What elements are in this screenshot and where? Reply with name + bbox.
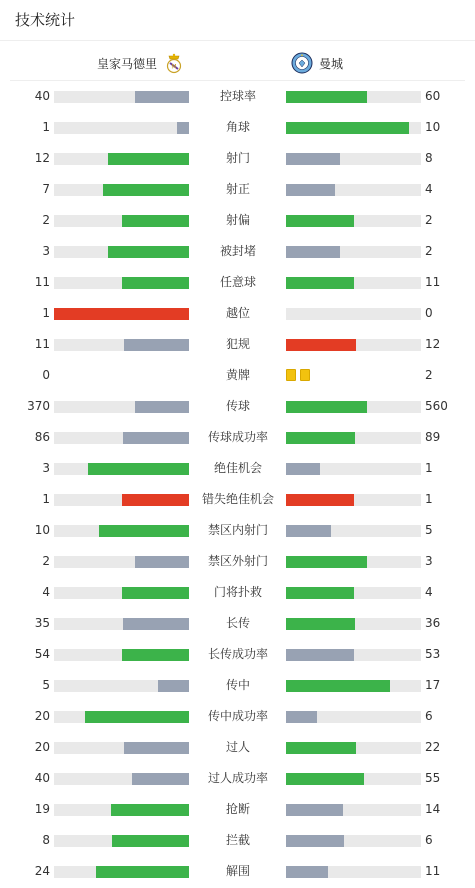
away-stat-bar-fill (286, 153, 340, 165)
home-stat-bar-fill (99, 525, 189, 537)
away-stat-value: 10 (425, 120, 441, 134)
home-stat-bar (54, 277, 189, 289)
away-stat-bar-fill (286, 122, 409, 134)
home-stat-bar (54, 866, 189, 878)
stat-row (0, 422, 475, 453)
stat-label: 过人 (225, 740, 250, 754)
home-team[interactable] (97, 48, 185, 78)
stat-label: 长传 (225, 616, 250, 630)
away-stat-bar (286, 494, 421, 506)
home-stat-bar (54, 556, 189, 568)
home-stat-value: 35 (34, 616, 50, 630)
away-stat-bar-fill (286, 835, 344, 847)
away-stat-value: 4 (425, 585, 433, 599)
home-stat-bar (54, 711, 189, 723)
stat-row (0, 236, 475, 267)
home-stat-value: 40 (34, 771, 50, 785)
stat-row (0, 732, 475, 763)
away-stat-bar-fill (286, 680, 390, 692)
stat-row (0, 298, 475, 329)
away-stat-bar (286, 401, 421, 413)
stat-row (0, 825, 475, 856)
away-stat-value: 6 (425, 833, 433, 847)
away-stat-bar (286, 649, 421, 661)
home-stat-bar (54, 835, 189, 847)
away-stat-value: 12 (425, 337, 441, 351)
away-stat-value: 2 (425, 368, 433, 382)
stat-label: 传中成功率 (207, 709, 268, 723)
away-stat-value: 560 (425, 399, 448, 413)
home-stat-bar-fill (132, 773, 189, 785)
home-stat-value: 11 (34, 337, 50, 351)
home-stat-value: 20 (34, 740, 50, 754)
home-stat-bar (54, 401, 189, 413)
away-stat-bar (286, 835, 421, 847)
away-stat-bar (286, 91, 421, 103)
away-stat-bar-fill (286, 773, 364, 785)
svg-text:M: M (171, 63, 177, 71)
home-stat-value: 11 (34, 275, 50, 289)
home-stat-bar (54, 153, 189, 165)
stat-label: 绝佳机会 (213, 461, 262, 475)
home-stat-bar-fill (122, 494, 190, 506)
stat-label: 射门 (225, 151, 250, 165)
away-stat-value: 89 (425, 430, 441, 444)
yellow-card-icon (300, 369, 310, 381)
home-stat-bar (54, 804, 189, 816)
stat-label: 传中 (225, 678, 250, 692)
away-stat-value: 22 (425, 740, 441, 754)
away-stat-value: 14 (425, 802, 441, 816)
home-stat-bar-fill (112, 835, 189, 847)
away-stat-bar-fill (286, 215, 354, 227)
title-divider (0, 40, 475, 41)
away-stat-bar-fill (286, 649, 354, 661)
stat-label: 抢断 (225, 802, 250, 816)
stat-row (0, 608, 475, 639)
home-stat-bar (54, 494, 189, 506)
home-stat-bar (54, 184, 189, 196)
stat-row (0, 763, 475, 794)
home-stat-value: 1 (42, 120, 50, 134)
home-stat-value: 24 (34, 864, 50, 878)
stat-row (0, 174, 475, 205)
stat-row (0, 515, 475, 546)
teams-header (0, 48, 475, 78)
away-stat-value: 11 (425, 275, 441, 289)
away-stat-value: 55 (425, 771, 441, 785)
away-stat-bar (286, 804, 421, 816)
away-stat-value: 2 (425, 213, 433, 227)
home-stat-bar-fill (123, 618, 189, 630)
stat-row (0, 329, 475, 360)
away-stat-bar-fill (286, 494, 354, 506)
away-stat-bar (286, 153, 421, 165)
away-stat-value: 36 (425, 616, 441, 630)
stat-label: 传球 (225, 399, 250, 413)
home-stat-bar (54, 680, 189, 692)
home-stat-bar-fill (177, 122, 189, 134)
away-team-name: 曼城 (319, 56, 344, 71)
stat-row (0, 577, 475, 608)
away-stat-bar (286, 184, 421, 196)
home-stat-bar-fill (122, 649, 190, 661)
away-stat-bar (286, 773, 421, 785)
home-stat-value: 40 (34, 89, 50, 103)
away-stat-bar (286, 525, 421, 537)
home-stat-bar (54, 246, 189, 258)
stat-row (0, 639, 475, 670)
stat-row (0, 670, 475, 701)
away-stat-bar-fill (286, 742, 356, 754)
away-stat-bar-fill (286, 246, 340, 258)
home-stat-bar (54, 122, 189, 134)
away-stat-bar (286, 277, 421, 289)
home-stat-value: 20 (34, 709, 50, 723)
home-stat-bar-fill (158, 680, 189, 692)
home-stat-value: 12 (34, 151, 50, 165)
home-stat-bar-fill (108, 246, 189, 258)
stat-row (0, 205, 475, 236)
home-stat-value: 8 (42, 833, 50, 847)
away-stat-bar-fill (286, 463, 320, 475)
home-stat-bar (54, 587, 189, 599)
away-stat-bar (286, 432, 421, 444)
home-stat-bar-fill (135, 556, 189, 568)
stat-row (0, 794, 475, 825)
stat-row (0, 143, 475, 174)
away-stat-bar-fill (286, 556, 367, 568)
away-stat-bar (286, 463, 421, 475)
away-stat-value: 53 (425, 647, 441, 661)
stat-row (0, 453, 475, 484)
home-stat-bar-fill (124, 742, 189, 754)
home-stat-value: 10 (34, 523, 50, 537)
home-stat-bar-fill (111, 804, 189, 816)
away-stat-value: 0 (425, 306, 433, 320)
stat-label: 禁区外射门 (207, 554, 268, 568)
stat-label: 控球率 (219, 89, 256, 103)
away-stat-bar-fill (286, 587, 354, 599)
stat-label: 传球成功率 (207, 430, 268, 444)
home-stat-value: 3 (42, 461, 50, 475)
home-stat-bar-fill (108, 153, 189, 165)
home-stat-bar-fill (85, 711, 189, 723)
home-stat-bar-fill (123, 432, 189, 444)
away-stat-value: 11 (425, 864, 441, 878)
stat-label: 门将扑救 (213, 585, 262, 599)
stat-label: 解围 (225, 864, 250, 878)
away-stat-value: 5 (425, 523, 433, 537)
away-stat-bar (286, 711, 421, 723)
away-stat-bar (286, 308, 421, 320)
away-stat-value: 2 (425, 244, 433, 258)
home-stat-bar-fill (122, 587, 190, 599)
home-stat-bar-fill (122, 277, 190, 289)
away-stat-bar-fill (286, 432, 355, 444)
home-stat-value: 86 (34, 430, 50, 444)
stat-row (0, 484, 475, 515)
away-stat-bar (286, 339, 421, 351)
home-stat-bar-fill (122, 215, 190, 227)
home-stat-value: 54 (34, 647, 50, 661)
away-stat-bar-fill (286, 618, 355, 630)
real-madrid-crest-icon (163, 52, 185, 74)
stat-row (0, 267, 475, 298)
away-stat-bar (286, 618, 421, 630)
away-stat-bar-fill (286, 401, 367, 413)
home-stat-value: 2 (42, 554, 50, 568)
home-stat-value: 1 (42, 306, 50, 320)
away-stat-value: 17 (425, 678, 441, 692)
away-stat-bar (286, 556, 421, 568)
stat-label: 射正 (225, 182, 250, 196)
away-stat-bar-fill (286, 711, 317, 723)
home-stat-bar (54, 649, 189, 661)
home-stat-bar-fill (135, 401, 189, 413)
home-stat-bar-fill (96, 866, 189, 878)
away-stat-bar (286, 215, 421, 227)
stat-row (0, 856, 475, 887)
stat-row (0, 391, 475, 422)
home-team-name: 皇家马德里 (96, 56, 157, 71)
away-stat-value: 4 (425, 182, 433, 196)
away-stat-value: 1 (425, 461, 433, 475)
home-stat-bar (54, 339, 189, 351)
home-stat-bar (54, 618, 189, 630)
stat-row (0, 81, 475, 112)
stat-label: 任意球 (219, 275, 256, 289)
stat-label: 黄牌 (225, 368, 250, 382)
away-stat-bar (286, 587, 421, 599)
home-stat-bar-fill (103, 184, 189, 196)
home-stat-value: 2 (42, 213, 50, 227)
away-stat-bar (286, 246, 421, 258)
away-stat-bar (286, 680, 421, 692)
stat-label: 长传成功率 (207, 647, 268, 661)
home-stat-bar-fill (54, 308, 189, 320)
stat-row (0, 112, 475, 143)
away-stat-bar-fill (286, 277, 354, 289)
home-stat-bar (54, 308, 189, 320)
away-yellow-cards (286, 369, 310, 381)
home-stat-bar-fill (124, 339, 189, 351)
stat-row (0, 701, 475, 732)
away-team[interactable] (291, 48, 343, 78)
away-stat-bar-fill (286, 184, 335, 196)
home-stat-value: 4 (42, 585, 50, 599)
home-stat-bar-fill (135, 91, 189, 103)
stat-label: 禁区内射门 (207, 523, 268, 537)
stat-row (0, 546, 475, 577)
stat-label: 射偏 (225, 213, 250, 227)
stat-label: 犯规 (225, 337, 250, 351)
away-stat-value: 1 (425, 492, 433, 506)
stat-label: 过人成功率 (207, 771, 268, 785)
home-stat-value: 370 (27, 399, 50, 413)
home-stat-value: 1 (42, 492, 50, 506)
stat-row (0, 360, 475, 391)
away-stat-bar-fill (286, 525, 331, 537)
away-stat-value: 3 (425, 554, 433, 568)
yellow-card-icon (286, 369, 296, 381)
home-stat-value: 0 (42, 368, 50, 382)
stat-label: 被封堵 (219, 244, 256, 258)
away-stat-bar-fill (286, 91, 367, 103)
home-stat-value: 7 (42, 182, 50, 196)
home-stat-value: 3 (42, 244, 50, 258)
home-stat-value: 5 (42, 678, 50, 692)
away-stat-bar (286, 122, 421, 134)
home-stat-bar (54, 525, 189, 537)
home-stat-bar (54, 463, 189, 475)
away-stat-value: 6 (425, 709, 433, 723)
stat-label: 越位 (225, 306, 250, 320)
home-stat-bar-fill (88, 463, 189, 475)
away-stat-value: 60 (425, 89, 441, 103)
away-stat-bar-fill (286, 339, 356, 351)
away-stat-bar-fill (286, 804, 343, 816)
away-stat-bar-fill (286, 866, 328, 878)
home-stat-bar (54, 432, 189, 444)
stat-label: 错失绝佳机会 (201, 492, 274, 506)
home-stat-bar (54, 773, 189, 785)
away-stat-bar (286, 742, 421, 754)
home-stat-bar (54, 215, 189, 227)
home-stat-value: 19 (34, 802, 50, 816)
away-stat-bar (286, 866, 421, 878)
stat-label: 拦截 (225, 833, 250, 847)
page-title: 技术统计 (15, 11, 76, 29)
stats-list (0, 81, 475, 887)
home-stat-bar (54, 742, 189, 754)
manchester-city-crest-icon (291, 52, 313, 74)
away-stat-value: 8 (425, 151, 433, 165)
stat-label: 角球 (225, 120, 250, 134)
home-stat-bar (54, 91, 189, 103)
